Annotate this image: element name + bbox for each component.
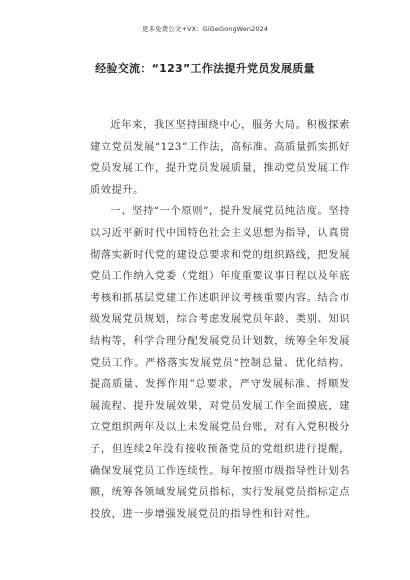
paragraph-intro: 近年来，我区坚持围绕中心，服务大局。积极探索建立党员发展“123”工作法，高标准、高质量抓实抓好党员发展工作，提升党员发展质量，推动党员发展工作质效提升。 — [90, 120, 350, 196]
header-note: 更多免费公文+VX：GiGeGongWen2024 — [141, 25, 269, 33]
document-body — [90, 115, 350, 525]
paragraph-section-one: 一、坚持“一个原则”，提升发展党员纯洁度。坚持以习近平新时代中国特色社会主义思想为指导，认真贯彻落实新时代党的建设总要求和党的组织路线，把发展党员工作纳入党委（党组）年度重要议事日程以及年底考核和抓基层党建工作述职评议考核重要内容。结合市级发展党员规划，综合考虑发展党员年龄、类别、知识结构等，科学合理分配发展党员计划数，统筹全年发展党员工作。严格落实发展党员“控制总量、优化结构、提高质量、发挥作用”总要求，严守发展标准、捋顺发展流程、提升发展效果，对党员发展工作全面摸底，建立党组织两年及以上未发展党员台账，对有入党积极分子，但连续2年没有接收预备党员的党组织进行提醒，确保发展党员工作连续性。每年按照市级指导性计划名额，统筹各领域发展党员指标，实行发展党员指标定点投放，进一步增强发展党员的指导性和针对性。 — [90, 206, 350, 520]
document-title: 经验交流：“123”工作法提升党员发展质量 — [95, 62, 315, 75]
